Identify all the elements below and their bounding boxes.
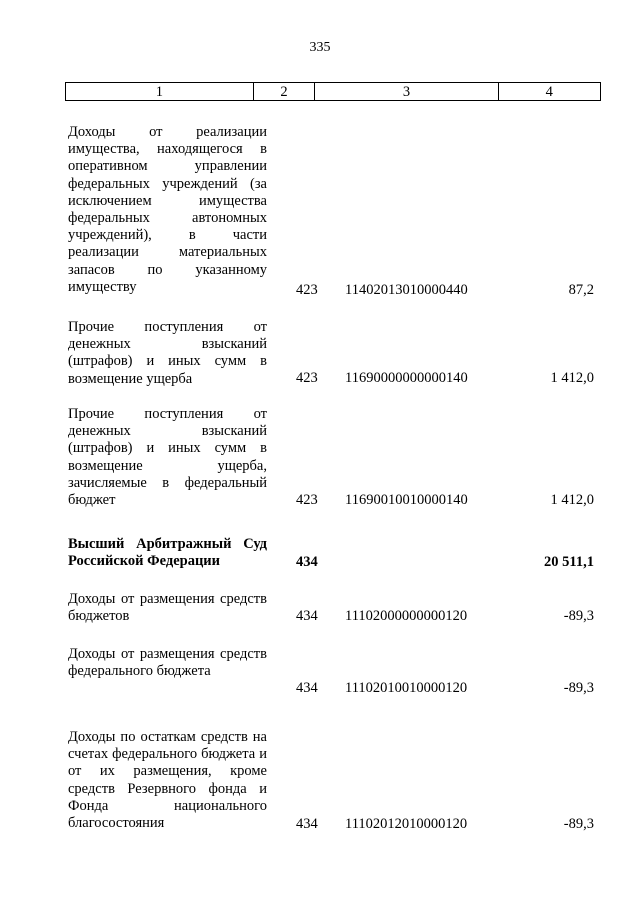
header-col-2: 2 bbox=[254, 83, 315, 100]
header-col-4: 4 bbox=[545, 84, 553, 100]
row-amount: 20 511,1 bbox=[544, 553, 594, 570]
table-row bbox=[0, 406, 640, 509]
row-admin-code: 423 bbox=[296, 491, 318, 508]
row-name: Прочие поступления от денежных взысканий (штрафов) и иных сумм в возмещение ущерба bbox=[68, 319, 267, 387]
row-admin-code: 434 bbox=[296, 815, 318, 832]
row-admin-code: 434 bbox=[296, 553, 318, 570]
page-number: 335 bbox=[309, 40, 331, 55]
table-row bbox=[0, 591, 640, 625]
row-admin-code: 434 bbox=[296, 679, 318, 696]
table-header bbox=[65, 82, 601, 101]
table-row bbox=[0, 646, 640, 697]
row-admin-code: 423 bbox=[296, 281, 318, 298]
row-amount: 87,2 bbox=[568, 281, 594, 298]
header-col-1: 1 bbox=[66, 83, 254, 100]
row-revenue-code: 11102000000000120 bbox=[345, 607, 468, 624]
row-amount: -89,3 bbox=[563, 607, 594, 624]
table-row bbox=[0, 729, 640, 833]
table-row bbox=[0, 319, 640, 387]
row-name: Доходы от размещения средств бюджетов bbox=[68, 591, 267, 625]
row-name: Высший Арбитражный Суд Российской Федерации bbox=[68, 536, 267, 570]
table-row bbox=[0, 124, 640, 299]
row-amount: 1 412,0 bbox=[550, 369, 594, 386]
row-name: Доходы от размещения средств федерального бюджета bbox=[68, 646, 267, 680]
header-col-3: 3 bbox=[315, 83, 498, 100]
row-name: Прочие поступления от денежных взысканий (штрафов) и иных сумм в возмещение ущерба, зачисляемые в федеральный бюджет bbox=[68, 406, 267, 509]
row-admin-code: 434 bbox=[296, 607, 318, 624]
row-admin-code: 423 bbox=[296, 369, 318, 386]
row-revenue-code: 11690010010000140 bbox=[345, 491, 468, 508]
row-revenue-code: 11402013010000440 bbox=[345, 281, 468, 298]
row-amount: -89,3 bbox=[563, 679, 594, 696]
table-row-section bbox=[0, 536, 640, 571]
row-revenue-code: 11690000000000140 bbox=[345, 369, 468, 386]
row-amount: 1 412,0 bbox=[550, 491, 594, 508]
row-amount: -89,3 bbox=[563, 815, 594, 832]
row-revenue-code: 11102012010000120 bbox=[345, 815, 468, 832]
row-name: Доходы от реализации имущества, находящегося в оперативном управлении федеральных учреждений (за исключением имущества федеральных автономных учреждений), в части реализации материальных запасов по указанному имуществу bbox=[68, 124, 267, 295]
row-revenue-code: 11102010010000120 bbox=[345, 679, 468, 696]
row-name: Доходы по остаткам средств на счетах федерального бюджета и от их размещения, кроме средств Резервного фонда и Фонда национального благосостояния bbox=[68, 729, 267, 832]
